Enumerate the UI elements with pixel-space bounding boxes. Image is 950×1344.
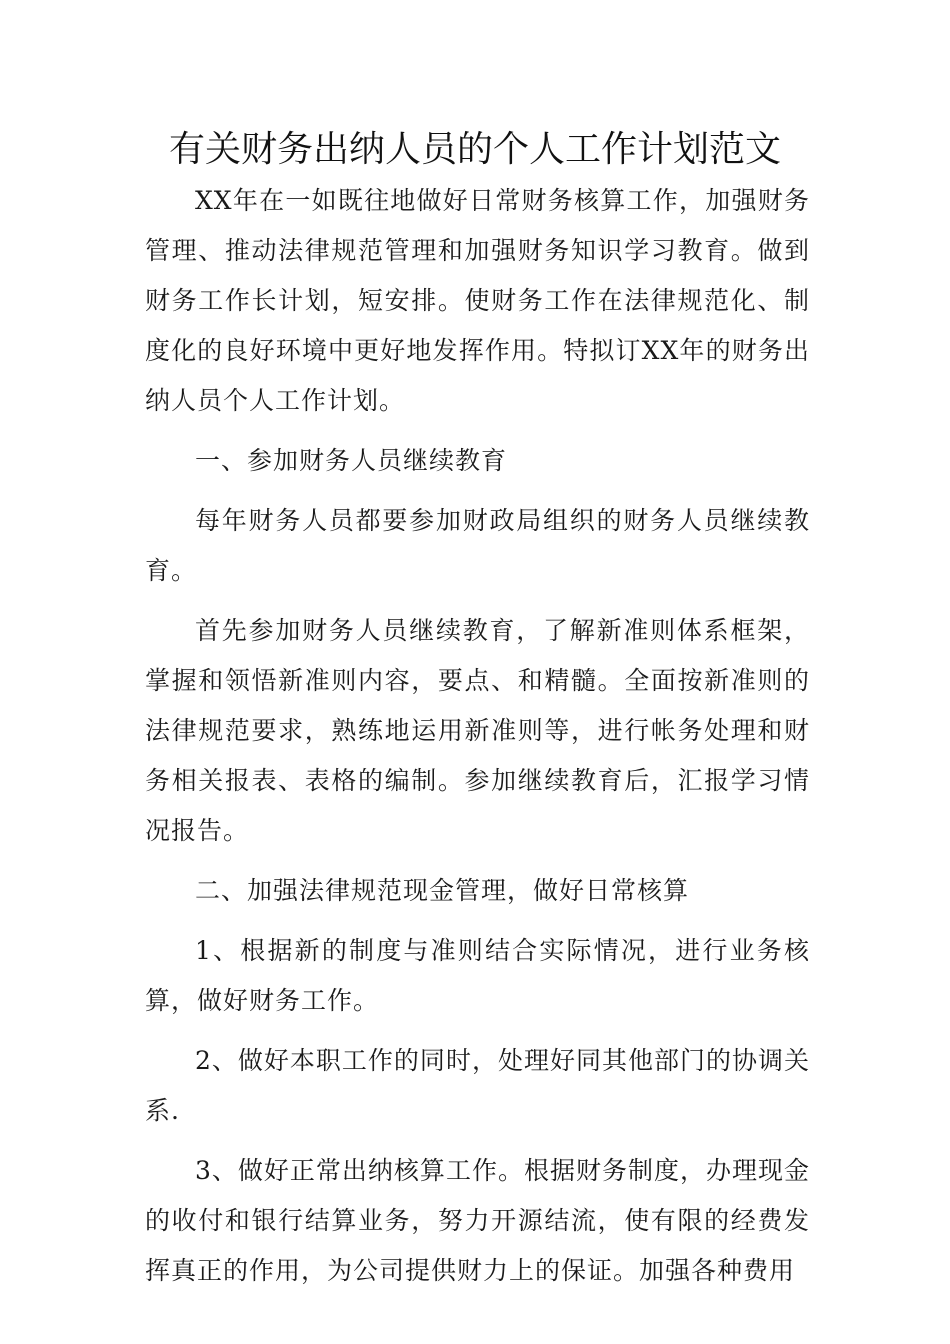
paragraph-continuing-education: 每年财务人员都要参加财政局组织的财务人员继续教育。 [145,506,810,585]
paragraph-item-2: 2、做好本职工作的同时，处理好同其他部门的协调关系. [145,1046,810,1125]
section-heading-2: 二、加强法律规范现金管理，做好日常核算 [195,876,690,905]
document-body [145,176,810,1296]
document-title: 有关财务出纳人员的个人工作计划范文 [168,129,781,170]
paragraph-new-standards: 首先参加财务人员继续教育，了解新准则体系框架，掌握和领悟新准则内容，要点、和精髓。全面按新准则的法律规范要求，熟练地运用新准则等，进行帐务处理和财务相关报表、表格的编制。参加继续教育后，汇报学习情况报告。 [145,616,810,845]
paragraph-item-3: 3、做好正常出纳核算工作。根据财务制度，办理现金的收付和银行结算业务，努力开源结流，使有限的经费发挥真正的作用，为公司提供财力上的保证。加强各种费用 [145,1156,810,1285]
paragraph-item-1: 1、根据新的制度与准则结合实际情况，进行业务核算，做好财务工作。 [145,936,810,1015]
section-heading-1: 一、参加财务人员继续教育 [195,446,508,475]
paragraph-intro: XX年在一如既往地做好日常财务核算工作，加强财务管理、推动法律规范管理和加强财务知识学习教育。做到财务工作长计划，短安排。使财务工作在法律规范化、制度化的良好环境中更好地发挥作用。特拟订XX年的财务出纳人员个人工作计划。 [145,186,810,415]
